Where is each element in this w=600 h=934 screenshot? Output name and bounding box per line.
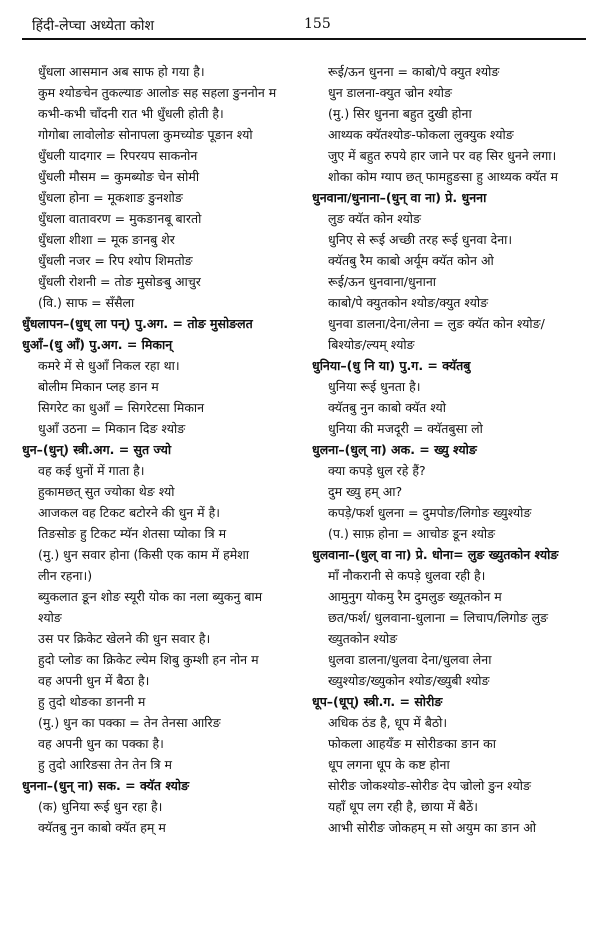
entry-line: यहाँ धूप लग रही है, छाया में बैठें। [328, 799, 478, 814]
entry-line: क्यॅतबु नुन काबो क्यॅत श्यो [328, 400, 447, 415]
entry-line: आमुनुग योकमु रैम दुमलुङ ख्यूतकोन म [328, 589, 502, 604]
entry-headword: धुन–(धुन्) स्त्री.अग. = सुत ज्यो [22, 442, 172, 457]
entry-line: धूप लगना धूप के कष्ट होना [328, 757, 450, 772]
entry-line: धुनिया रूई धुनता है। [328, 379, 421, 394]
entry-line: छत/फर्श/ धुलवाना-धुलाना = लिचाप/लिगोङ लुङ [328, 610, 549, 625]
entry-line: आभी सोरीङ जोकहम् म सो अयुम का ङान ओ [328, 820, 537, 835]
entry-line: धुँधला होना = मूकशाङ ङुनशोङ [38, 190, 183, 205]
entry-headword: धुनिया–(धु नि या) पु.ग. = क्यॅतबु [312, 358, 471, 373]
entry-line: माँ नौकरानी से कपड़े धुलवा रही है। [328, 568, 486, 583]
entry-line: श्योङ [38, 610, 62, 625]
entry-line: आथ्यक क्यॅतश्योङ-फोकला लुक्युक श्योङ [328, 127, 514, 142]
entry-line: ख्युश्योङ/ख्युकोन श्योङ/ख्युबी श्योङ [328, 673, 490, 688]
entry-line: अधिक ठंड है, धूप में बैठो। [328, 715, 448, 730]
entry-line: ख्युतकोन श्योङ [328, 631, 398, 646]
entry-line: बिश्योङ/ल्यम् श्योङ [328, 337, 415, 352]
page-header [22, 14, 586, 40]
entry-line: काबो/पे क्युतकोन श्योङ/क्युत श्योङ [328, 295, 489, 310]
entry-headword: धुनना–(धुन् ना) सक. = क्यॅत श्योङ [22, 778, 190, 793]
entry-line: लीन रहना।) [38, 568, 93, 583]
entry-line: उस पर क्रिकेट खेलने की धुन सवार है। [38, 631, 211, 646]
entry-line: कुम श्योङचेन तुकल्याङ आलोङ सह सहला ङुननोन म [38, 85, 277, 100]
entry-line: ब्युकलात ङून शोङ स्यूरी योक का नला ब्युकनु बाम [38, 589, 263, 604]
entry-line: (क) धुनिया रूई धुन रहा है। [38, 799, 163, 814]
entry-line: रूई/ऊन धुनवाना/धुनाना [328, 274, 437, 289]
entry-line: धुँधली रोशनी = तोङ मुसोङबु आचुर [38, 274, 201, 289]
page-number: 155 [304, 16, 331, 32]
entry-line: लुङ क्यॅत कोन श्योङ [328, 211, 421, 226]
entry-headword: धूप–(धूप्) स्त्री.ग. = सोरीङ [312, 694, 443, 709]
entry-line: (वि.) साफ = सँसैला [38, 295, 135, 310]
entry-line: कमरे में से धुआँ निकल रहा था। [38, 358, 180, 373]
entry-line: (मु.) धुन सवार होना (किसी एक काम में हमेशा [38, 547, 249, 562]
entry-line: कपड़े/फर्श धुलना = दुमपोङ/लिगोङ ख्युश्योङ [328, 505, 532, 520]
entry-line: धुँधला आसमान अब साफ हो गया है। [38, 64, 205, 79]
entry-line: बोलीम मिकान प्लह ङान म [38, 379, 159, 394]
running-title: हिंदी-लेप्चा अध्येता कोश [32, 18, 154, 34]
entry-headword: धुलवाना–(धुल् वा ना) प्रे. धोना= लुङ ख्युतकोन श्योङ [312, 547, 559, 562]
entry-line: धुनवा डालना/देना/लेना = लुङ क्यॅत कोन श्योङ/ [328, 316, 545, 331]
entry-line: जुए में बहुत रुपये हार जाने पर वह सिर धुनने लगा। [328, 148, 557, 163]
entry-headword: धुआँ–(धु आँ) पु.अग. = मिकान् [22, 337, 173, 352]
entry-line: हुकामछत् सुत ज्योका थेङ श्यो [38, 484, 175, 499]
entry-line: धुनिया की मजदूरी = क्यॅतबुसा लो [328, 421, 483, 436]
entry-line: (मु.) धुन का पक्का = तेन तेनसा आरिङ [38, 715, 221, 730]
entry-line: धुनिए से रूई अच्छी तरह रूई धुनवा देना। [328, 232, 513, 247]
entry-line: धुँधली यादगार = रिपरयप साकनोन [38, 148, 198, 163]
entry-headword: धुनवाना/धुनाना–(धुन् वा ना) प्रे. धुनना [312, 190, 487, 205]
entry-line: धुँधला शीशा = मूक ङानबु शेर [38, 232, 175, 247]
entry-line: धुआँ उठना = मिकान दिङ श्योङ [38, 421, 186, 436]
entry-line: धुँधली नजर = रिप श्योप शिमतोङ [38, 253, 193, 268]
entry-line: कभी-कभी चाँदनी रात भी धुँधली होती है। [38, 106, 224, 121]
entry-line: शोका कोम ग्याप छत् फामहुङसा हु आथ्यक क्यॅत म [328, 169, 558, 184]
entry-line: आजकल वह टिकट बटोरने की धुन में है। [38, 505, 221, 520]
entry-line: धुन डालना-क्युत ज्रोन श्योङ [328, 85, 452, 100]
entry-line: क्यॅतबु रैम काबो अर्यूम क्यॅत कोन ओ [328, 253, 494, 268]
entry-line: वह अपनी धुन का पक्का है। [38, 736, 164, 751]
entry-line: हुदो प्लोङ का क्रिकेट ल्येम शिबु कुम्शी हन नोन म [38, 652, 259, 667]
entry-headword: धुलना–(धुल् ना) अक. = ख्यु श्योङ [312, 442, 477, 457]
entry-line: गोगोबा लावोलोङ सोनापला कुमच्योङ पूङान श्यो [38, 127, 253, 142]
entry-line: हु तुदो आरिङसा तेन तेन त्रि म [38, 757, 172, 772]
left-column [22, 62, 304, 839]
entry-line: सिगरेट का धुआँ = सिगरेटसा मिकान [38, 400, 205, 415]
entry-line: दुम ख्यु हम् आ? [328, 484, 403, 499]
entry-line: हु तुदो थोङका ङाननी म [38, 694, 146, 709]
entry-line: क्या कपड़े धुल रहे हैं? [328, 463, 426, 478]
entry-line: तिङसोङ हु टिकट म्यॅन शेतसा प्योका त्रि म [38, 526, 227, 541]
entry-line: धुँधला वातावरण = मुकङानबू बारतो [38, 211, 202, 226]
entry-line: (प.) साफ़ होना = आचोङ ङून श्योङ [328, 526, 496, 541]
entry-line: रूई/ऊन धुनना = काबो/पे क्युत श्योङ [328, 64, 500, 79]
entry-line: धुलवा डालना/धुलवा देना/धुलवा लेना [328, 652, 492, 667]
entry-line: (मु.) सिर धुनना बहुत दुखी होना [328, 106, 472, 121]
entry-headword: धुँधलापन–(धुध् ला पन्) पु.अग. = तोङ मुसोङलत [22, 316, 253, 331]
entry-line: सोरीङ जोकश्योङ-सोरीङ देप ज्रोलो ङुन श्योङ [328, 778, 531, 793]
right-column [312, 62, 592, 839]
entry-line: फोकला आहयँङ म सोरीङका ङान का [328, 736, 496, 751]
entry-line: क्यॅतबु नुन काबो क्यॅत हम् म [38, 820, 166, 835]
entry-line: धुँधली मौसम = कुमब्योङ चेन सोमी [38, 169, 200, 184]
entry-line: वह अपनी धुन में बैठा है। [38, 673, 150, 688]
entry-line: वह कई धुनों में गाता है। [38, 463, 145, 478]
